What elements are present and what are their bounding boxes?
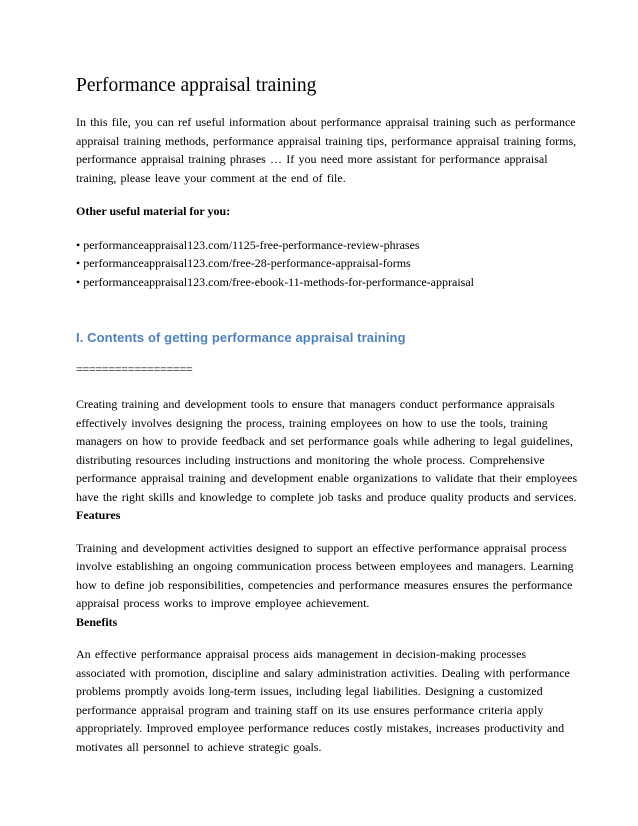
features-heading: Features — [76, 508, 121, 522]
section-heading: I. Contents of getting performance appraisal training — [76, 330, 406, 345]
contents-paragraph: Creating training and development tools to ensure that managers conduct performance appraisals effectively involves designing the process, training employees on how to use the tools, training managers on how to provide feedback and set performance goals while adhering to legal guidelines, distributing resources including instructions and monitoring the whole process. Comprehensive performance appraisal training and development enable organizations to validate that their employees have the right skills and knowledge to complete job tasks and produce quality products and services. — [76, 397, 578, 504]
intro-paragraph: In this file, you can ref useful information about performance appraisal training such as performance appraisal training methods, performance appraisal training tips, performance appraisal training forms, performance appraisal training phrases … If you need more assistant for performance appraisal training, please leave your comment at the end of file. — [76, 115, 577, 185]
material-links-list — [76, 236, 578, 292]
document-title: Performance appraisal training — [76, 75, 317, 96]
other-material-heading: Other useful material for you: — [76, 204, 231, 218]
features-paragraph: Training and development activities designed to support an effective performance appraisal process involve establishing an ongoing communication process between employees and managers. Learning how to define job responsibilities, competencies and performance measures ensures the performance appraisal process works to improve employee achievement. — [76, 540, 574, 610]
material-link[interactable]: • performanceappraisal123.com/free-28-performance-appraisal-forms — [76, 256, 411, 270]
material-link[interactable]: • performanceappraisal123.com/free-ebook-11-methods-for-performance-appraisal — [76, 274, 474, 289]
separator-line: ================== — [76, 362, 193, 376]
material-link[interactable]: • performanceappraisal123.com/1125-free-performance-review-phrases — [76, 237, 420, 252]
benefits-heading: Benefits — [76, 614, 118, 629]
benefits-paragraph: An effective performance appraisal process aids management in decision-making processes associated with promotion, discipline and salary administration activities. Dealing with performance problems promptly avoids long-term issues, including legal liabilities. Designing a customized performance appraisal program and training staff on its use ensures performance criteria apply appropriately. Improved employee performance reduces costly mistakes, increases productivity and motivates all personnel to achieve strategic goals. — [76, 647, 570, 754]
